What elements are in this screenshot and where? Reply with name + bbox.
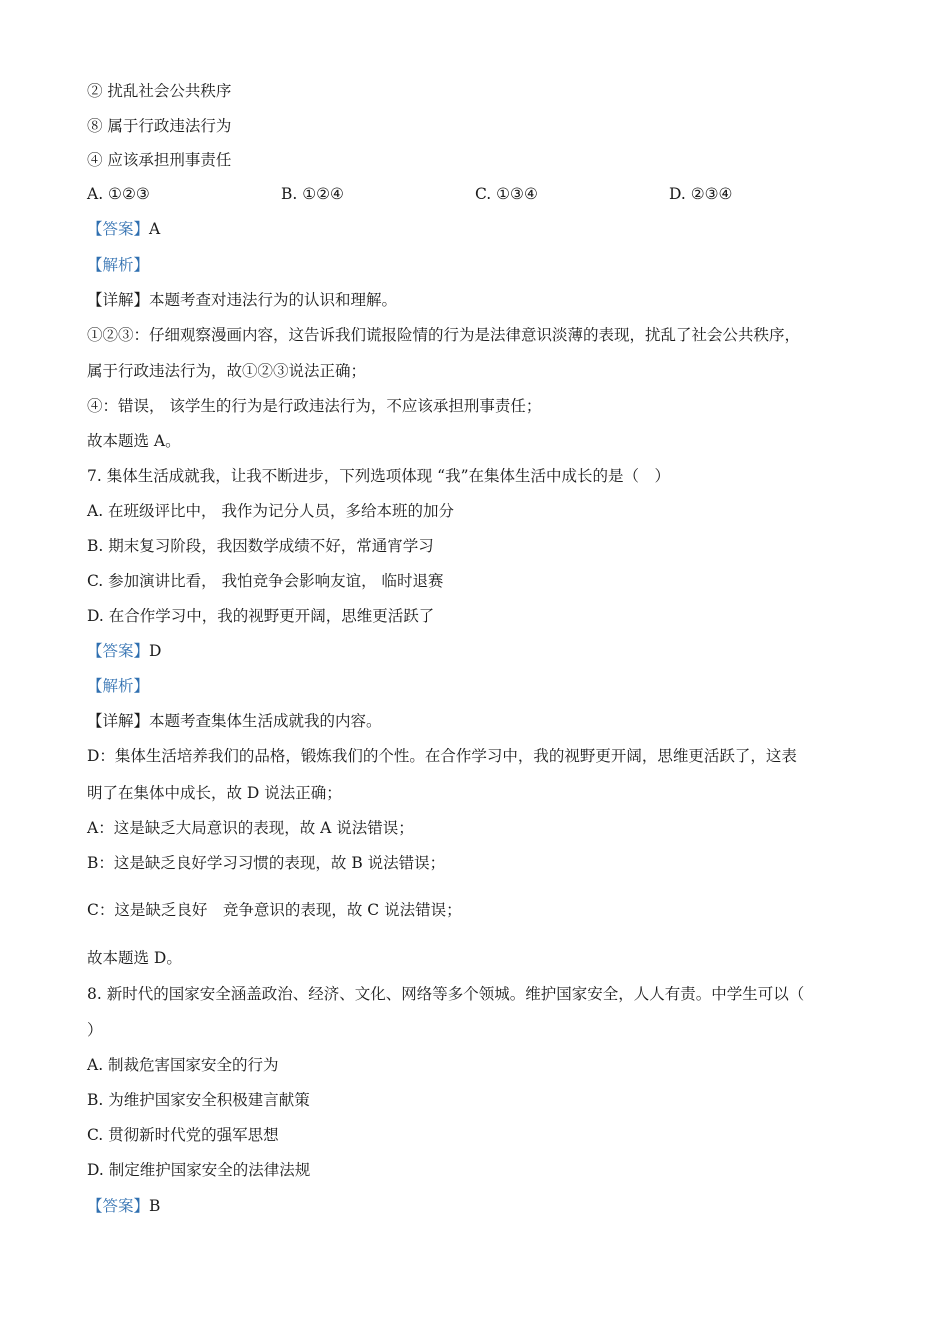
q6-answer bbox=[87, 219, 160, 239]
q6-conclusion: 故本题选 A。 bbox=[87, 432, 181, 450]
q6-option-c: C. ①③④ bbox=[475, 185, 538, 203]
statement-3: ⑧ 属于行政违法行为 bbox=[87, 117, 232, 135]
q8-option-d: D. 制定维护国家安全的法律法规 bbox=[87, 1161, 311, 1179]
answer-value: B bbox=[149, 1197, 161, 1215]
statement-4: ④ 应该承担刑事责任 bbox=[87, 151, 232, 169]
q7-explanation-d-a: D：集体生活培养我们的品格，锻炼我们的个性。在合作学习中，我的视野更开阔，思维更活跃了，这表 bbox=[87, 747, 797, 765]
q7-conclusion: 故本题选 D。 bbox=[87, 949, 182, 967]
q8-option-c: C. 贯彻新时代党的强军思想 bbox=[87, 1126, 279, 1144]
q8-option-a: A. 制裁危害国家安全的行为 bbox=[87, 1056, 279, 1074]
q7-answer bbox=[87, 641, 161, 661]
q6-explanation-1a: ①②③：仔细观察漫画内容，这告诉我们谎报险情的行为是法律意识淡薄的表现，扰乱了社会公共秩序， bbox=[87, 326, 801, 344]
q7-option-b: B. 期末复习阶段，我因数学成绩不好，常通宵学习 bbox=[87, 537, 434, 555]
q7-explanation-d-b: 明了在集体中成长，故 D 说法正确； bbox=[87, 784, 342, 802]
answer-tag: 【答案】 bbox=[87, 1197, 150, 1215]
q7-question: 7. 集体生活成就我，让我不断进步，下列选项体现 “我”在集体生活中成长的是（ ） bbox=[87, 467, 670, 485]
q6-explanation-2: ④：错误， 该学生的行为是行政违法行为，不应该承担刑事责任； bbox=[87, 397, 542, 415]
answer-tag: 【答案】 bbox=[87, 220, 150, 238]
answer-value: A bbox=[149, 220, 161, 238]
q6-analysis-tag: 【解析】 bbox=[87, 256, 150, 274]
q6-option-d: D. ②③④ bbox=[669, 185, 733, 203]
answer-value: D bbox=[149, 642, 162, 660]
q7-option-d: D. 在合作学习中，我的视野更开阔，思维更活跃了 bbox=[87, 607, 435, 625]
q7-option-a: A. 在班级评比中， 我作为记分人员，多给本班的加分 bbox=[87, 502, 454, 520]
q6-option-a: A. ①②③ bbox=[87, 185, 150, 203]
q6-detail: 【详解】本题考查对违法行为的认识和理解。 bbox=[87, 291, 398, 309]
q7-explanation-c: C：这是缺乏良好 竞争意识的表现，故 C 说法错误； bbox=[87, 901, 462, 919]
q7-explanation-b: B：这是缺乏良好学习习惯的表现，故 B 说法错误； bbox=[87, 854, 446, 872]
q7-analysis-tag: 【解析】 bbox=[87, 677, 150, 695]
q8-option-b: B. 为维护国家安全积极建言献策 bbox=[87, 1091, 310, 1109]
q7-explanation-a: A：这是缺乏大局意识的表现，故 A 说法错误； bbox=[87, 819, 414, 837]
q8-question-line-2: ） bbox=[87, 1021, 103, 1039]
q6-option-b: B. ①②④ bbox=[281, 185, 344, 203]
q8-answer bbox=[87, 1196, 160, 1216]
q6-explanation-1b: 属于行政违法行为，故①②③说法正确； bbox=[87, 362, 367, 380]
statement-2: ② 扰乱社会公共秩序 bbox=[87, 82, 232, 100]
q7-option-c: C. 参加演讲比看， 我怕竞争会影响友谊， 临时退赛 bbox=[87, 572, 444, 590]
answer-tag: 【答案】 bbox=[87, 642, 150, 660]
q8-question-line-1: 8. 新时代的国家安全涵盖政治、经济、文化、网络等多个领城。维护国家安全，人人有责。中学生可以（ bbox=[87, 985, 805, 1003]
q7-detail: 【详解】本题考查集体生活成就我的内容。 bbox=[87, 712, 382, 730]
q6-options bbox=[87, 184, 847, 204]
